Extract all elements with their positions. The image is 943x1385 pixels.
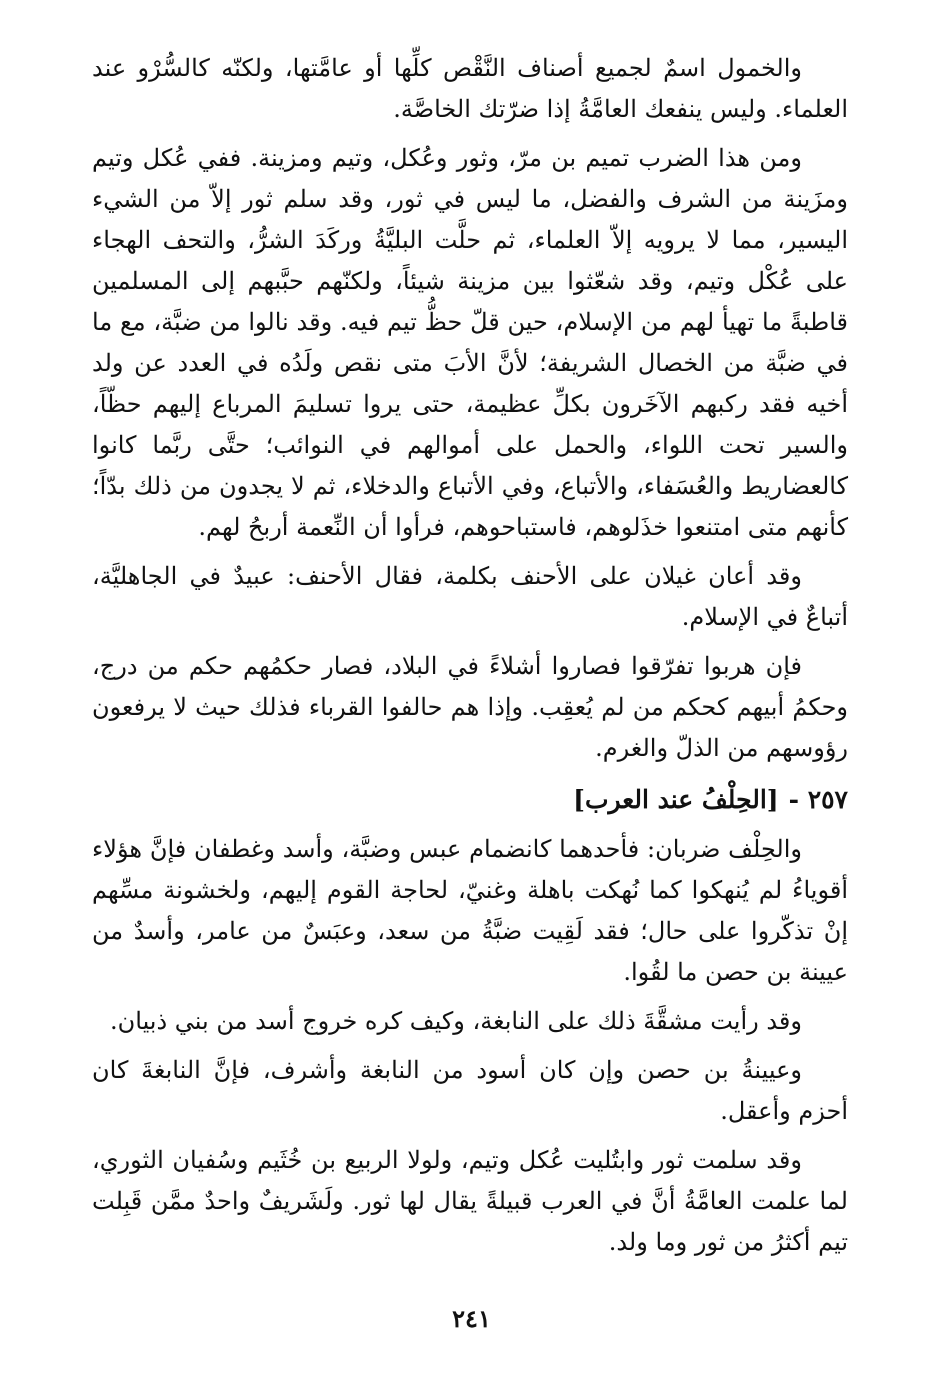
- paragraph-thawr-salimat: وقد سلمت ثور وابتُليت عُكل وتيم، ولولا الربيع بن خُثَيم وسُفيان الثوري، لما علمت العامَّةُ أنَّ في العرب قبيلةً يقال لها ثور. ولَشَريفٌ واحدٌ ممَّن قَبِلت تيم أكثرُ من ثور وما ولد.: [92, 1146, 848, 1256]
- section-number: ٢٥٧ -: [788, 785, 848, 814]
- book-page: [92, 48, 848, 1263]
- page-number: ٢٤١: [452, 1304, 491, 1333]
- paragraph-khumul: والخمول اسمٌ لجميع أصناف النَّقْص كلِّها أو عامَّتها، ولكنّه كالسُّرْو عند العلماء. وليس ينفعك العامَّةُ إذا ضرّتك الخاصَّة.: [92, 54, 848, 123]
- section-heading: [92, 779, 848, 821]
- paragraph-ghaylan-ahnaf: وقد أعان غيلان على الأحنف بكلمة، فقال الأحنف: عبيدٌ في الجاهليَّة، أتباعٌ في الإسلام.: [92, 562, 848, 631]
- paragraph-nabigha: وقد رأيت مشقَّةَ ذلك على النابغة، وكيف كره خروج أسد من بني ذبيان.: [110, 1007, 802, 1035]
- paragraph-tamim-thawr: ومن هذا الضرب تميم بن مرّ، وثور وعُكل، وتيم ومزينة. ففي عُكل وتيم ومزَينة من الشرف والفضل، ما ليس في ثور، وقد سلم ثور إلاّ من الشيء اليسير، مما لا يرويه إلاّ العلماء، ثم حلَّت البليَّةُ وركَدَ الشرُّ، والتحف الهجاء على عُكْل وتيم، وقد شعّثوا بين مزينة شيئاً، ولكنّهم حبَّبهم إلى المسلمين قاطبةً ما تهيأ لهم من الإسلام، حين قلّ حظُّ تيم فيه. وقد نالوا من ضبَّة، مع ما في ضبَّة من الخصال الشريفة؛ لأنَّ الأبَ متى نقص ولَدُه في العدد عن ولد أخيه فقد ركبهم الآخَرون بكلِّ عظيمة، حتى يروا تسليمَ المرباع إليهم حظّاً، والسير تحت اللواء، والحمل على أموالهم في النوائب؛ حتَّى ربَّما كانوا كالعضاريط والعُسَفاء، والأتباع، وفي الأتباع والدخلاء، ثم لا يجدون من ذلك بدّاً؛ كأنهم متى امتنعوا خذَلوهم، فاستباحوهم، فرأوا أن النِّعمة أربحُ لهم.: [92, 144, 848, 541]
- paragraph-harabu: فإن هربوا تفرّقوا فصاروا أشلاءً في البلاد، فصار حكمُهم حكم من درج، وحكمُ أبيهم كحكم من لم يُعقِب. وإذا هم حالفوا القرباء فذلك حيث لا يرفعون رؤوسهم من الذلّ والغرم.: [92, 652, 848, 762]
- paragraph-hilf-types: والحِلْف ضربان: فأحدهما كانضمام عبس وضبَّة، وأسد وغطفان فإنَّ هؤلاء أقوياءُ لم يُنهكوا كما نُهكت باهلة وغنيّ، لحاجة القوم إليهم، ولخشونة مسِّهم إنْ تذكّروا على حال؛ فقد لَقِيت ضبَّةُ من سعد، وعبَسٌ من عامر، وأسدٌ من عيينة بن حصن ما لقُوا.: [92, 835, 848, 986]
- section-title: [الحِلْفُ عند العرب]: [573, 785, 779, 814]
- paragraph-uyayna: وعيينةُ بن حصن وإن كان أسود من النابغة وأشرف، فإنَّ النابغةَ كان أحزم وأعقل.: [92, 1056, 848, 1125]
